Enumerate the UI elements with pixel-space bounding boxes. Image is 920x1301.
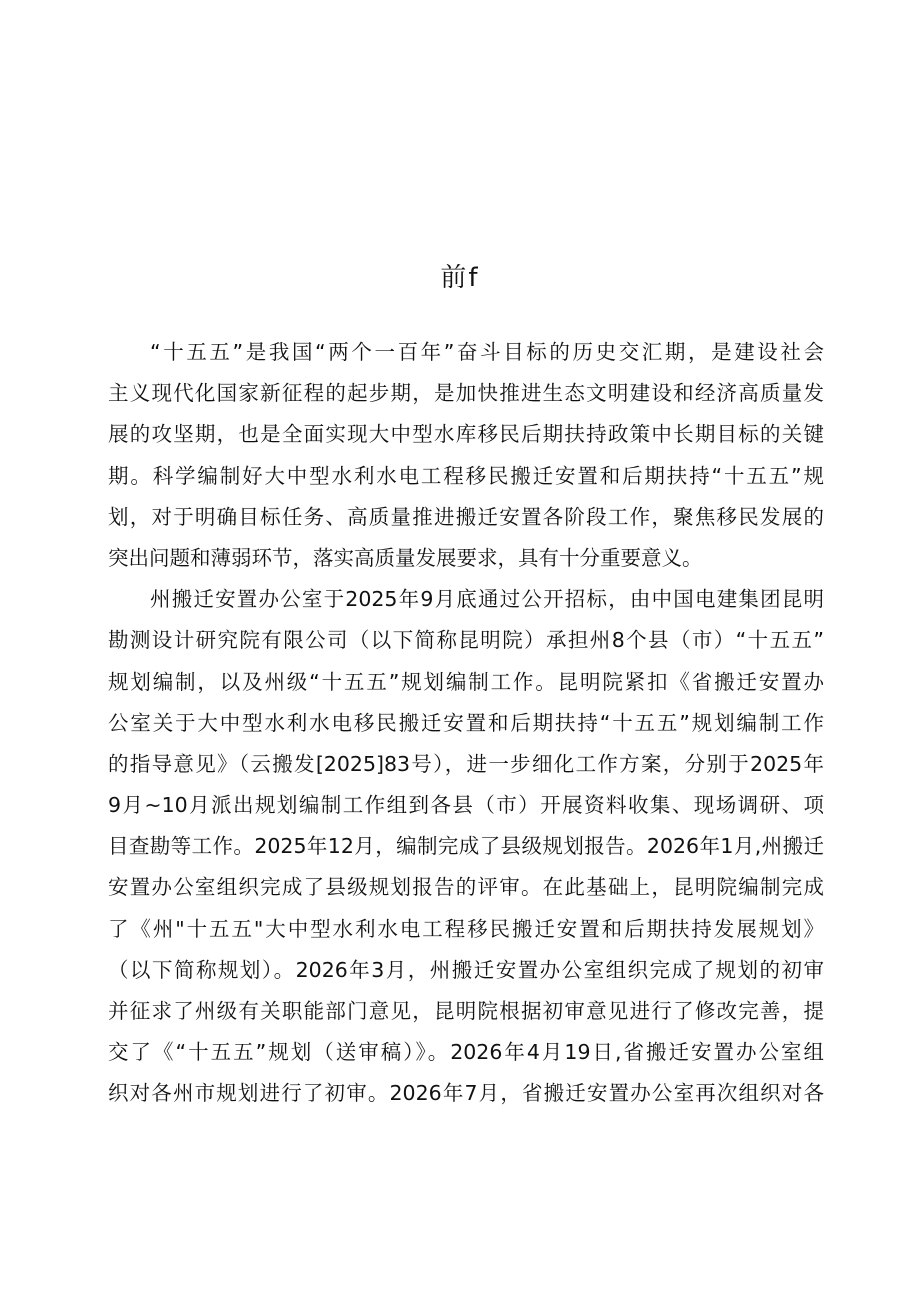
paragraph-1-line-1: “十五五”是我国“两个一百年”奋斗目标的历史交汇期，是建设社会 <box>150 340 824 364</box>
paragraph-2-line-7: 目查勘等工作。2025年12月，编制完成了县级规划报告。2026年1月,州搬迁 <box>108 834 824 859</box>
paragraph-1-line-4: 期。科学编制好大中型水利水电工程移民搬迁安置和后期扶持“十五五”规 <box>108 463 824 488</box>
paragraph-1-line-2: 主义现代化国家新征程的起步期，是加快推进生态文明建设和经济高质量发 <box>108 381 824 406</box>
paragraph-2-line-12: 交了《“十五五”规划（送审稿）》。2026年4月19日,省搬迁安置办公室组 <box>108 1040 824 1065</box>
page-title: 前f <box>440 263 480 293</box>
paragraph-1-line-5: 划，对于明确目标任务、高质量推进搬迁安置各阶段工作，聚焦移民发展的 <box>108 504 824 529</box>
paragraph-2-line-5: 的指导意见》（云搬发[2025]83号），进一步细化工作方案，分别于2025年 <box>108 751 824 776</box>
paragraph-2-line-4: 公室关于大中型水利水电移民搬迁安置和后期扶持“十五五”规划编制工作 <box>108 710 824 735</box>
paragraph-1-line-3: 展的攻坚期，也是全面实现大中型水库移民后期扶持政策中长期目标的关键 <box>108 422 824 447</box>
body-text <box>108 332 824 1115</box>
paragraph-2-line-3: 规划编制，以及州级“十五五”规划编制工作。昆明院紧扣《省搬迁安置办 <box>108 669 824 694</box>
paragraph-2-line-11: 并征求了州级有关职能部门意见，昆明院根据初审意见进行了修改完善，提 <box>108 999 824 1023</box>
paragraph-2-line-9: 了《州"十五五"大中型水利水电工程移民搬迁安置和后期扶持发展规划》 <box>108 916 824 941</box>
paragraph-2-line-8: 安置办公室组织完成了县级规划报告的评审。在此基础上，昆明院编制完成 <box>108 875 824 900</box>
paragraph-1-line-6: 突出问题和薄弱环节，落实高质量发展要求，具有十分重要意义。 <box>108 545 703 570</box>
paragraph-2-line-1: 州搬迁安置办公室于2025年9月底通过公开招标，由中国电建集团昆明 <box>150 587 824 612</box>
paragraph-2-line-13: 织对各州市规划进行了初审。2026年7月，省搬迁安置办公室再次组织对各 <box>108 1081 824 1106</box>
paragraph-2-line-10: （以下简称规划）。2026年3月，州搬迁安置办公室组织完成了规划的初审 <box>108 957 824 982</box>
paragraph-2-line-6: 9月~10月派出规划编制工作组到各县（市）开展资料收集、现场调研、项 <box>108 793 824 818</box>
paragraph-2-line-2: 勘测设计研究院有限公司（以下简称昆明院）承担州8个县（市）“十五五” <box>108 628 824 653</box>
